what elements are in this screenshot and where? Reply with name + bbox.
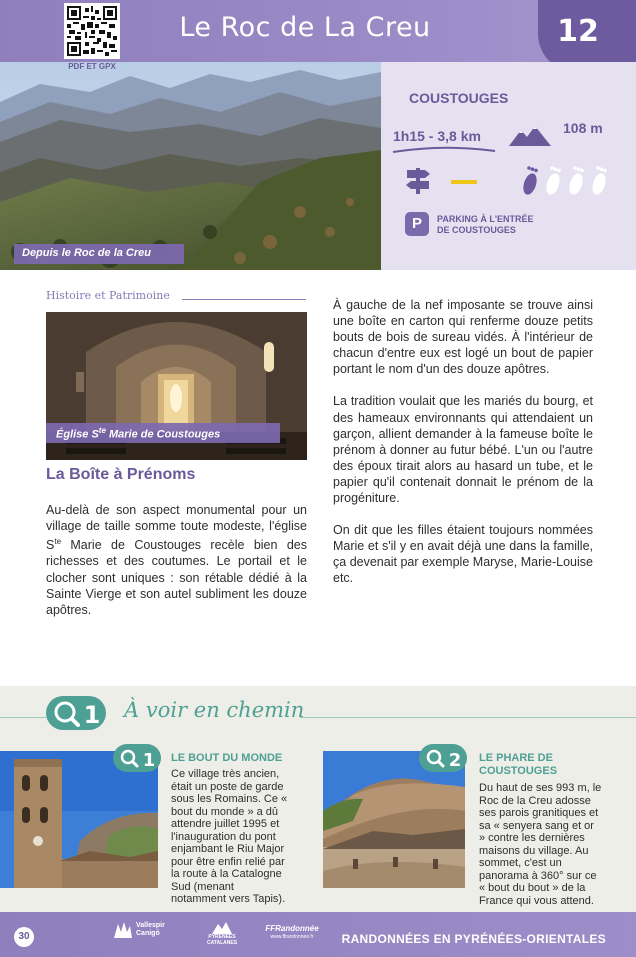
distance-swoosh-icon bbox=[391, 146, 497, 154]
magnifier-badge-2-icon bbox=[419, 744, 467, 772]
article-subhead: La Boîte à Prénoms bbox=[46, 466, 196, 483]
section-tag: Histoire et Patrimoine bbox=[46, 289, 170, 302]
voir-title: À voir en chemin bbox=[124, 698, 305, 722]
magnifier-badge-1-icon bbox=[113, 744, 161, 772]
hero-caption: Depuis le Roc de la Creu bbox=[14, 244, 184, 264]
footprint-3-icon bbox=[567, 166, 585, 196]
parking-line-2: DE COUSTOUGES bbox=[437, 225, 516, 235]
poi-1-text: Ce village très ancien, était un poste de garde sous les Romains. Ce « bout du monde » a dû attendre juillet 1995 et l'inauguration du pont enjambant le Riu Major pour être enfin relié par la route à la Catalogne Sud (menant notamment vers Tapis). bbox=[171, 768, 288, 905]
poi-2-title bbox=[479, 752, 557, 778]
page-number: 30 bbox=[14, 927, 34, 947]
church-caption-text-a: Église S bbox=[56, 428, 99, 441]
paragraph-2: La tradition voulait que les mariés du bourg, et des hameaux environnants qui attendaient un garçon, allient demander à la fameuse boîte le prénom à donner au futur bébé. L'un ou l'autre des époux tirait alors au hasard un tube, et le papier qu'il contenait donnait le prénom de la progéniture. bbox=[333, 394, 593, 506]
poi-2-title-line-2: COUSTOUGES bbox=[479, 765, 558, 777]
difficulty-bar bbox=[451, 180, 477, 184]
footer-series-title: RANDONNÉES EN PYRÉNÉES-ORIENTALES bbox=[341, 932, 606, 946]
section-divider bbox=[182, 299, 306, 300]
vallespir-emblem-icon bbox=[112, 918, 134, 940]
ffrandonnee-logo-line-1: FFRandonnée bbox=[265, 924, 319, 933]
footprint-4-icon bbox=[590, 166, 608, 196]
church-caption-text-b: Marie de Coustouges bbox=[105, 428, 221, 441]
body-left-sup: te bbox=[54, 537, 62, 547]
poi-2-title-line-1: LE PHARE DE bbox=[479, 752, 553, 764]
magnifier-badge-icon bbox=[46, 692, 106, 732]
route-number: 12 bbox=[557, 14, 599, 49]
commune-name: COUSTOUGES bbox=[409, 90, 509, 106]
body-left-a: Au-delà de son aspect monumental pour un village de taille somme toute modeste, l'église S bbox=[46, 503, 307, 553]
poi-2-number: 2 bbox=[448, 750, 462, 771]
poi-1-title: LE BOUT DU MONDE bbox=[171, 752, 283, 764]
body-left bbox=[46, 502, 307, 618]
footprint-2-icon bbox=[544, 166, 562, 196]
footprint-1-icon bbox=[521, 166, 539, 196]
signpost-icon bbox=[405, 166, 431, 194]
body-right bbox=[333, 297, 593, 603]
parking-icon: P bbox=[405, 212, 429, 236]
duration-distance: 1h15 - 3,8 km bbox=[393, 128, 481, 144]
church-caption-sup: te bbox=[98, 426, 106, 435]
ffrandonnee-logo bbox=[256, 924, 328, 942]
qr-label: PDF ET GPX bbox=[68, 62, 116, 71]
parking-line-1: PARKING À L'ENTRÉE bbox=[437, 214, 534, 224]
difficulty-footprints-icon bbox=[517, 162, 613, 198]
body-left-b: Marie de Coustouges recèle bien des richesses et des coutumes. Le portail et le clocher sont uniques : son rétable dédié à la Sainte Vierge et son autel subliment les douze apôtres. bbox=[46, 538, 307, 617]
page-title: Le Roc de La Creu bbox=[179, 12, 431, 43]
paragraph-1: À gauche de la nef imposante se trouve ainsi une boîte en carton qui renferme douze petits bouts de bois de sureau vidés. À l'intérieur de chacun d'entre eux est logé un bout de papier portant le nom d'un des douze apôtres. bbox=[333, 298, 593, 377]
elevation-gain: 108 m bbox=[563, 120, 603, 136]
info-box bbox=[381, 62, 636, 270]
paragraph-3: On dit que les filles étaient toujours nommées Marie et s'il y en avait déjà une dans la famille, ça devenait par exemple Maryse, Marie-Louise etc. bbox=[333, 523, 593, 586]
pyrenees-logo-line-2: CATALANES bbox=[206, 940, 238, 946]
pyrenees-emblem-icon bbox=[212, 920, 232, 934]
vallespir-logo-line-2: Canigó bbox=[136, 930, 160, 937]
qr-code-icon[interactable] bbox=[64, 3, 120, 59]
poi-1-number: 1 bbox=[142, 750, 156, 771]
ffrandonnee-logo-line-2: www.ffrandonnee.fr bbox=[270, 934, 314, 940]
pyrenees-logo-line-1: PYRÉNÉES bbox=[208, 934, 236, 940]
mountain-elevation-icon bbox=[509, 124, 551, 146]
pyrenees-logo bbox=[198, 920, 246, 946]
band-line-right bbox=[300, 717, 636, 718]
voir-badge-number: 1 bbox=[83, 701, 101, 729]
vallespir-logo-line-1: Vallespir bbox=[136, 922, 165, 929]
hero-photo bbox=[0, 62, 381, 270]
parking-info bbox=[437, 214, 557, 236]
band-line-left bbox=[0, 717, 46, 718]
church-caption bbox=[46, 423, 280, 443]
poi-2-text: Du haut de ses 993 m, le Roc de la Creu adosse ses parois granitiques et sa « senyera sang et or » contre les dernières maisons du village. Au sommet, c'est un panorama à 360° sur ce « bout du bout » de la France qui vous attend. bbox=[479, 782, 602, 907]
